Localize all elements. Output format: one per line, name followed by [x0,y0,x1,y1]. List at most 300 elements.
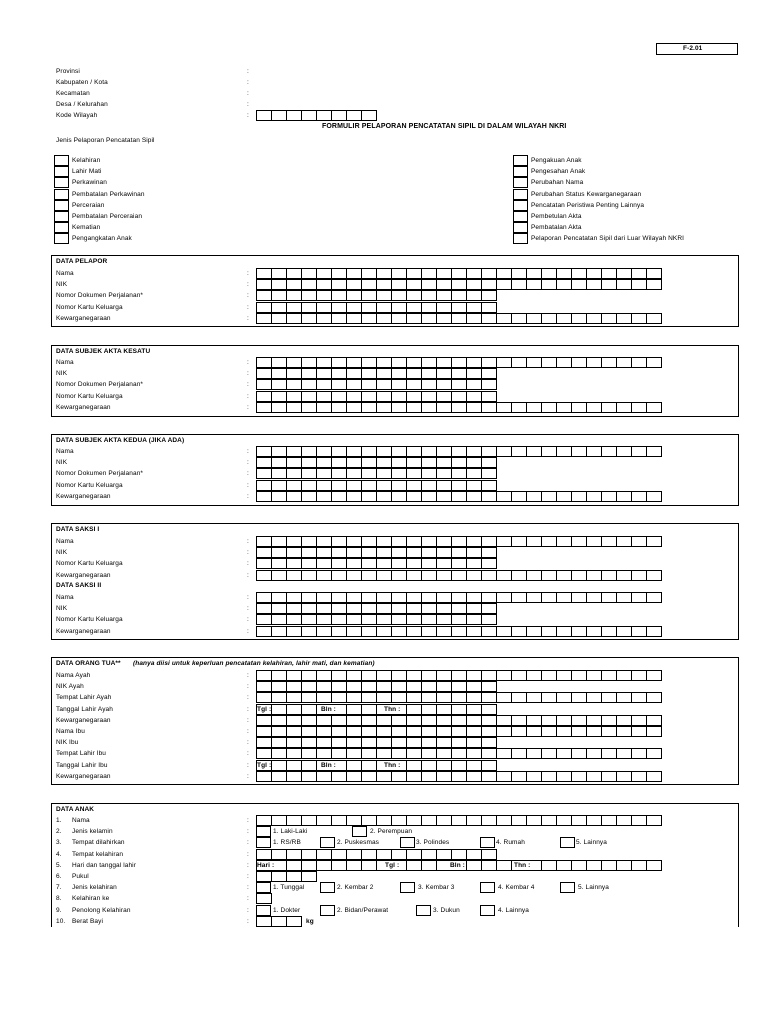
char-cell[interactable] [421,446,437,457]
char-cell[interactable] [286,592,302,603]
char-cell[interactable] [286,357,302,368]
char-cell[interactable] [256,916,272,927]
char-cell[interactable] [256,110,272,121]
char-cell[interactable] [391,849,407,860]
char-cell[interactable] [526,748,542,759]
char-cell[interactable] [556,860,572,871]
char-cell[interactable] [271,692,287,703]
char-grid[interactable] [256,313,662,324]
char-cell[interactable] [256,302,272,313]
char-cell[interactable] [616,726,632,737]
char-cell[interactable] [301,737,317,748]
char-cell[interactable] [541,491,557,502]
char-cell[interactable] [271,268,287,279]
char-cell[interactable] [601,815,617,826]
char-cell[interactable] [271,110,287,121]
char-cell[interactable] [556,536,572,547]
char-cell[interactable] [421,570,437,581]
char-cell[interactable] [466,760,482,771]
char-cell[interactable] [256,748,272,759]
char-grid[interactable] [256,570,662,581]
char-cell[interactable] [421,860,437,871]
char-cell[interactable] [346,603,362,614]
char-cell[interactable] [406,760,422,771]
char-cell[interactable] [511,446,527,457]
char-grid[interactable] [256,357,662,368]
char-cell[interactable] [346,737,362,748]
char-cell[interactable] [481,670,497,681]
char-cell[interactable] [556,446,572,457]
checkbox[interactable] [560,837,575,848]
char-cell[interactable] [316,268,332,279]
char-cell[interactable] [631,670,647,681]
char-cell[interactable] [391,748,407,759]
char-cell[interactable] [421,290,437,301]
char-cell[interactable] [421,737,437,748]
char-cell[interactable] [316,110,332,121]
char-cell[interactable] [301,290,317,301]
char-cell[interactable] [391,357,407,368]
char-cell[interactable] [571,402,587,413]
char-cell[interactable] [526,692,542,703]
char-cell[interactable] [316,737,332,748]
char-cell[interactable] [406,715,422,726]
char-cell[interactable] [436,480,452,491]
char-cell[interactable] [301,402,317,413]
char-cell[interactable] [481,849,497,860]
char-cell[interactable] [301,704,317,715]
char-cell[interactable] [256,391,272,402]
char-cell[interactable] [526,279,542,290]
char-cell[interactable] [526,771,542,782]
char-cell[interactable] [526,815,542,826]
char-cell[interactable] [256,558,272,569]
char-cell[interactable] [586,268,602,279]
char-cell[interactable] [271,603,287,614]
char-grid[interactable] [256,468,497,479]
char-cell[interactable] [496,815,512,826]
char-cell[interactable] [331,402,347,413]
char-cell[interactable] [481,313,497,324]
char-cell[interactable] [436,547,452,558]
char-cell[interactable] [361,692,377,703]
char-cell[interactable] [286,860,302,871]
char-cell[interactable] [286,468,302,479]
char-cell[interactable] [256,290,272,301]
char-cell[interactable] [586,491,602,502]
char-cell[interactable] [421,391,437,402]
char-cell[interactable] [646,670,662,681]
char-cell[interactable] [436,570,452,581]
char-cell[interactable] [376,279,392,290]
char-cell[interactable] [271,626,287,637]
char-cell[interactable] [301,302,317,313]
char-cell[interactable] [406,368,422,379]
char-cell[interactable] [316,357,332,368]
char-cell[interactable] [601,268,617,279]
char-cell[interactable] [451,290,467,301]
char-cell[interactable] [376,302,392,313]
char-cell[interactable] [301,313,317,324]
char-cell[interactable] [421,536,437,547]
char-cell[interactable] [346,402,362,413]
char-cell[interactable] [271,871,287,882]
char-cell[interactable] [466,457,482,468]
char-cell[interactable] [271,670,287,681]
char-cell[interactable] [646,313,662,324]
char-cell[interactable] [526,446,542,457]
char-cell[interactable] [616,748,632,759]
helper-input[interactable] [256,905,271,916]
checkbox[interactable] [320,837,335,848]
char-cell[interactable] [361,357,377,368]
char-grid[interactable] [256,681,497,692]
char-cell[interactable] [631,279,647,290]
char-cell[interactable] [571,570,587,581]
char-cell[interactable] [481,570,497,581]
char-cell[interactable] [421,692,437,703]
char-cell[interactable] [286,815,302,826]
char-cell[interactable] [436,748,452,759]
char-cell[interactable] [586,726,602,737]
char-cell[interactable] [331,570,347,581]
char-cell[interactable] [376,368,392,379]
char-cell[interactable] [556,726,572,737]
char-cell[interactable] [346,279,362,290]
char-cell[interactable] [361,268,377,279]
char-cell[interactable] [331,446,347,457]
char-cell[interactable] [466,446,482,457]
char-cell[interactable] [436,357,452,368]
char-cell[interactable] [406,748,422,759]
char-cell[interactable] [526,313,542,324]
kode-wilayah-grid[interactable] [256,110,377,121]
char-cell[interactable] [586,626,602,637]
char-cell[interactable] [406,558,422,569]
char-cell[interactable] [646,626,662,637]
char-cell[interactable] [301,726,317,737]
char-cell[interactable] [316,670,332,681]
char-cell[interactable] [301,558,317,569]
char-cell[interactable] [481,379,497,390]
char-cell[interactable] [376,457,392,468]
char-grid[interactable] [256,748,662,759]
checkbox[interactable] [480,905,495,916]
char-cell[interactable] [466,614,482,625]
char-cell[interactable] [451,704,467,715]
char-cell[interactable] [346,480,362,491]
char-cell[interactable] [481,737,497,748]
char-cell[interactable] [271,491,287,502]
char-cell[interactable] [391,313,407,324]
char-cell[interactable] [601,402,617,413]
char-cell[interactable] [526,357,542,368]
char-cell[interactable] [481,290,497,301]
char-cell[interactable] [436,457,452,468]
char-cell[interactable] [526,491,542,502]
char-cell[interactable] [601,715,617,726]
char-cell[interactable] [271,592,287,603]
char-cell[interactable] [406,468,422,479]
char-cell[interactable] [301,110,317,121]
char-cell[interactable] [586,446,602,457]
char-grid[interactable] [256,379,497,390]
char-cell[interactable] [481,681,497,692]
char-cell[interactable] [301,614,317,625]
char-cell[interactable] [361,748,377,759]
char-cell[interactable] [421,849,437,860]
char-cell[interactable] [511,402,527,413]
char-cell[interactable] [301,268,317,279]
char-cell[interactable] [631,748,647,759]
char-cell[interactable] [556,626,572,637]
char-cell[interactable] [271,446,287,457]
checkbox[interactable] [560,882,575,893]
char-cell[interactable] [541,815,557,826]
char-cell[interactable] [406,457,422,468]
char-cell[interactable] [451,815,467,826]
char-cell[interactable] [526,592,542,603]
char-cell[interactable] [346,626,362,637]
char-cell[interactable] [526,715,542,726]
char-cell[interactable] [586,670,602,681]
char-cell[interactable] [331,391,347,402]
char-cell[interactable] [631,726,647,737]
char-cell[interactable] [466,681,482,692]
char-grid[interactable] [256,368,497,379]
char-cell[interactable] [541,402,557,413]
char-cell[interactable] [406,592,422,603]
char-cell[interactable] [361,704,377,715]
char-cell[interactable] [421,357,437,368]
char-cell[interactable] [466,290,482,301]
char-cell[interactable] [541,692,557,703]
char-cell[interactable] [601,626,617,637]
char-grid[interactable] [256,592,662,603]
char-cell[interactable] [421,491,437,502]
char-cell[interactable] [391,771,407,782]
char-cell[interactable] [571,268,587,279]
char-cell[interactable] [406,681,422,692]
char-cell[interactable] [286,614,302,625]
char-cell[interactable] [286,379,302,390]
char-cell[interactable] [481,457,497,468]
char-cell[interactable] [301,480,317,491]
char-cell[interactable] [496,491,512,502]
char-cell[interactable] [361,547,377,558]
char-cell[interactable] [481,402,497,413]
char-cell[interactable] [286,570,302,581]
char-cell[interactable] [376,547,392,558]
char-cell[interactable] [556,313,572,324]
char-cell[interactable] [361,603,377,614]
char-cell[interactable] [586,592,602,603]
char-cell[interactable] [616,592,632,603]
char-cell[interactable] [376,558,392,569]
char-cell[interactable] [466,592,482,603]
char-cell[interactable] [451,536,467,547]
char-grid[interactable] [256,726,662,737]
char-cell[interactable] [346,491,362,502]
char-cell[interactable] [316,592,332,603]
char-cell[interactable] [256,592,272,603]
char-cell[interactable] [361,860,377,871]
char-cell[interactable] [256,468,272,479]
char-grid[interactable] [256,771,662,782]
char-cell[interactable] [451,558,467,569]
char-cell[interactable] [286,748,302,759]
char-cell[interactable] [361,715,377,726]
char-cell[interactable] [631,402,647,413]
char-cell[interactable] [286,457,302,468]
char-cell[interactable] [526,402,542,413]
checkbox[interactable] [54,177,69,188]
char-cell[interactable] [481,603,497,614]
char-cell[interactable] [271,681,287,692]
char-cell[interactable] [646,592,662,603]
checkbox[interactable] [416,905,431,916]
char-cell[interactable] [316,692,332,703]
char-cell[interactable] [391,468,407,479]
char-cell[interactable] [571,357,587,368]
char-cell[interactable] [616,357,632,368]
char-cell[interactable] [406,402,422,413]
char-cell[interactable] [256,715,272,726]
char-cell[interactable] [286,670,302,681]
char-cell[interactable] [421,681,437,692]
char-cell[interactable] [301,536,317,547]
char-cell[interactable] [451,614,467,625]
char-grid[interactable] [256,670,662,681]
char-cell[interactable] [466,279,482,290]
char-cell[interactable] [271,468,287,479]
char-cell[interactable] [571,726,587,737]
checkbox[interactable] [513,189,528,200]
char-cell[interactable] [421,760,437,771]
char-cell[interactable] [541,536,557,547]
char-cell[interactable] [271,737,287,748]
checkbox[interactable] [513,211,528,222]
char-cell[interactable] [256,402,272,413]
char-cell[interactable] [406,614,422,625]
char-cell[interactable] [601,592,617,603]
char-cell[interactable] [271,570,287,581]
char-cell[interactable] [316,468,332,479]
char-cell[interactable] [421,603,437,614]
char-cell[interactable] [481,391,497,402]
char-cell[interactable] [571,446,587,457]
char-cell[interactable] [481,480,497,491]
char-cell[interactable] [286,302,302,313]
char-cell[interactable] [406,357,422,368]
char-cell[interactable] [481,547,497,558]
char-cell[interactable] [346,368,362,379]
char-cell[interactable] [451,302,467,313]
char-cell[interactable] [301,715,317,726]
char-cell[interactable] [316,368,332,379]
char-cell[interactable] [316,536,332,547]
char-cell[interactable] [406,626,422,637]
char-cell[interactable] [376,379,392,390]
char-grid[interactable] [256,737,497,748]
char-cell[interactable] [511,626,527,637]
char-cell[interactable] [466,771,482,782]
char-cell[interactable] [466,357,482,368]
char-cell[interactable] [301,603,317,614]
char-cell[interactable] [526,626,542,637]
char-grid[interactable] [256,614,497,625]
char-cell[interactable] [436,670,452,681]
char-cell[interactable] [346,357,362,368]
char-cell[interactable] [586,715,602,726]
char-cell[interactable] [256,849,272,860]
char-cell[interactable] [316,279,332,290]
checkbox[interactable] [54,155,69,166]
char-cell[interactable] [601,357,617,368]
char-cell[interactable] [511,268,527,279]
char-cell[interactable] [406,491,422,502]
char-cell[interactable] [451,357,467,368]
char-cell[interactable] [481,715,497,726]
char-cell[interactable] [301,368,317,379]
char-cell[interactable] [286,916,302,927]
birth-type-input[interactable] [256,882,271,893]
char-cell[interactable] [286,279,302,290]
char-cell[interactable] [271,760,287,771]
checkbox[interactable] [400,837,415,848]
char-cell[interactable] [481,268,497,279]
char-cell[interactable] [646,446,662,457]
char-cell[interactable] [271,536,287,547]
char-cell[interactable] [451,468,467,479]
char-cell[interactable] [391,592,407,603]
char-cell[interactable] [406,446,422,457]
char-cell[interactable] [436,468,452,479]
char-cell[interactable] [481,536,497,547]
char-cell[interactable] [481,357,497,368]
char-cell[interactable] [421,468,437,479]
char-cell[interactable] [346,268,362,279]
char-cell[interactable] [376,468,392,479]
char-cell[interactable] [376,592,392,603]
char-cell[interactable] [541,268,557,279]
char-cell[interactable] [301,491,317,502]
char-cell[interactable] [301,871,317,882]
char-cell[interactable] [601,670,617,681]
char-cell[interactable] [556,692,572,703]
char-cell[interactable] [421,670,437,681]
char-cell[interactable] [391,681,407,692]
char-cell[interactable] [586,536,602,547]
char-cell[interactable] [331,748,347,759]
char-cell[interactable] [436,391,452,402]
char-cell[interactable] [361,558,377,569]
char-cell[interactable] [256,670,272,681]
char-cell[interactable] [466,603,482,614]
char-cell[interactable] [271,290,287,301]
char-cell[interactable] [256,446,272,457]
char-cell[interactable] [421,771,437,782]
char-cell[interactable] [466,402,482,413]
char-cell[interactable] [601,446,617,457]
char-cell[interactable] [466,748,482,759]
char-cell[interactable] [316,379,332,390]
char-cell[interactable] [511,748,527,759]
char-cell[interactable] [346,726,362,737]
char-cell[interactable] [601,570,617,581]
char-cell[interactable] [301,468,317,479]
char-cell[interactable] [376,771,392,782]
